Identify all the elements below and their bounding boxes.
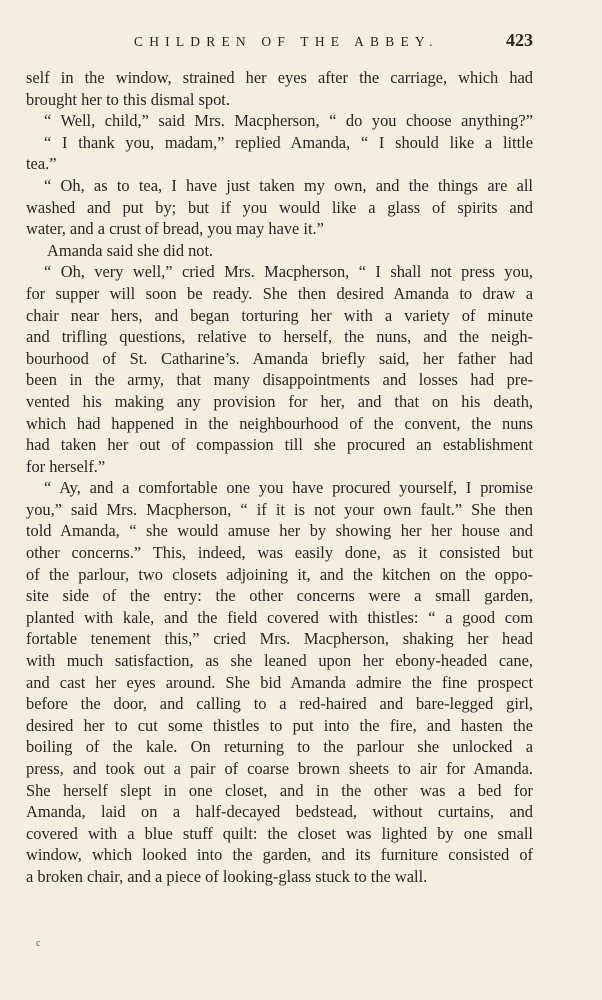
text-line: and cast her eyes around. She bid Amanda admire the fine prospect	[26, 672, 533, 692]
stray-print-mark: c	[36, 938, 41, 949]
text-line: bourhood of St. Catharine’s. Amanda briefly said, her father had	[26, 348, 533, 368]
text-line: site side of the entry: the other concerns were a small garden,	[26, 586, 533, 606]
text-line: water, and a crust of bread, you may have it.”	[26, 219, 324, 239]
text-line: planted with kale, and the field covered with thistles: “ a good com	[26, 607, 533, 627]
text-line: boiling of the kale. On returning to the parlour she unlocked a	[26, 737, 533, 757]
running-title: CHILDREN OF THE ABBEY.	[134, 34, 439, 49]
text-line: window, which looked into the garden, and its furniture consisted of	[26, 845, 533, 865]
text-line: you,” said Mrs. Macpherson, “ if it is not your own fault.” She then	[26, 499, 533, 519]
text-line: Amanda said she did not.	[47, 240, 214, 260]
text-line: other concerns.” This, indeed, was easily done, as it consisted but	[26, 543, 533, 563]
text-line: desired her to cut some thistles to put into the fire, and hasten the	[26, 715, 533, 735]
text-line: tea.”	[26, 154, 57, 174]
text-line: before the door, and calling to a red-haired and bare-legged girl,	[26, 694, 533, 714]
text-line: self in the window, strained her eyes after the carriage, which had	[26, 68, 533, 87]
text-line: “ I thank you, madam,” replied Amanda, “ I should like a little	[44, 132, 533, 152]
text-line: fortable tenement this,” cried Mrs. Macpherson, shaking her head	[26, 629, 533, 649]
text-line: of the parlour, two closets adjoining it, and the kitchen on the oppo-	[26, 564, 533, 584]
text-line: washed and put by; but if you would like a glass of spirits and	[26, 197, 533, 217]
text-line: brought her to this dismal spot.	[26, 89, 230, 109]
text-line: covered with a blue stuff quilt: the closet was lighted by one small	[26, 823, 533, 843]
text-line: press, and took out a pair of coarse brown sheets to air for Amanda.	[26, 759, 533, 778]
page-number: 423	[506, 30, 533, 50]
text-line: “ Well, child,” said Mrs. Macpherson, “ do you choose anything?”	[44, 111, 533, 131]
text-line: had taken her out of compassion till she procured an establishment	[26, 435, 533, 455]
text-line: “ Oh, as to tea, I have just taken my own, and the things are all	[44, 175, 533, 195]
text-line: chair near hers, and began torturing her with a variety of minute	[26, 305, 533, 325]
text-line: vented his making any provision for her, and that on his death,	[26, 391, 533, 411]
text-line: She herself slept in one closet, and in the other was a bed for	[26, 780, 533, 800]
text-line: a broken chair, and a piece of looking-glass stuck to the wall.	[26, 866, 428, 886]
text-line: with much satisfaction, as she leaned upon her ebony-headed cane,	[26, 651, 533, 671]
running-header	[26, 30, 533, 54]
text-line: told Amanda, “ she would amuse her by showing her her house and	[26, 521, 533, 541]
text-line: which had happened in the neighbourhood of the convent, the nuns	[26, 413, 533, 433]
text-line: for supper will soon be ready. She then desired Amanda to draw a	[26, 283, 533, 303]
text-line: “ Ay, and a comfortable one you have procured yourself, I promise	[44, 478, 533, 498]
body-text	[26, 67, 533, 888]
text-line: for herself.”	[26, 456, 106, 476]
text-line: been in the army, that many disappointments and losses had pre-	[26, 370, 533, 390]
text-line: “ Oh, very well,” cried Mrs. Macpherson, “ I shall not press you,	[44, 262, 533, 282]
text-line: and trifling questions, relative to herself, the nuns, and the neigh-	[26, 327, 533, 347]
text-line: Amanda, laid on a half-decayed bedstead, without curtains, and	[26, 802, 533, 822]
